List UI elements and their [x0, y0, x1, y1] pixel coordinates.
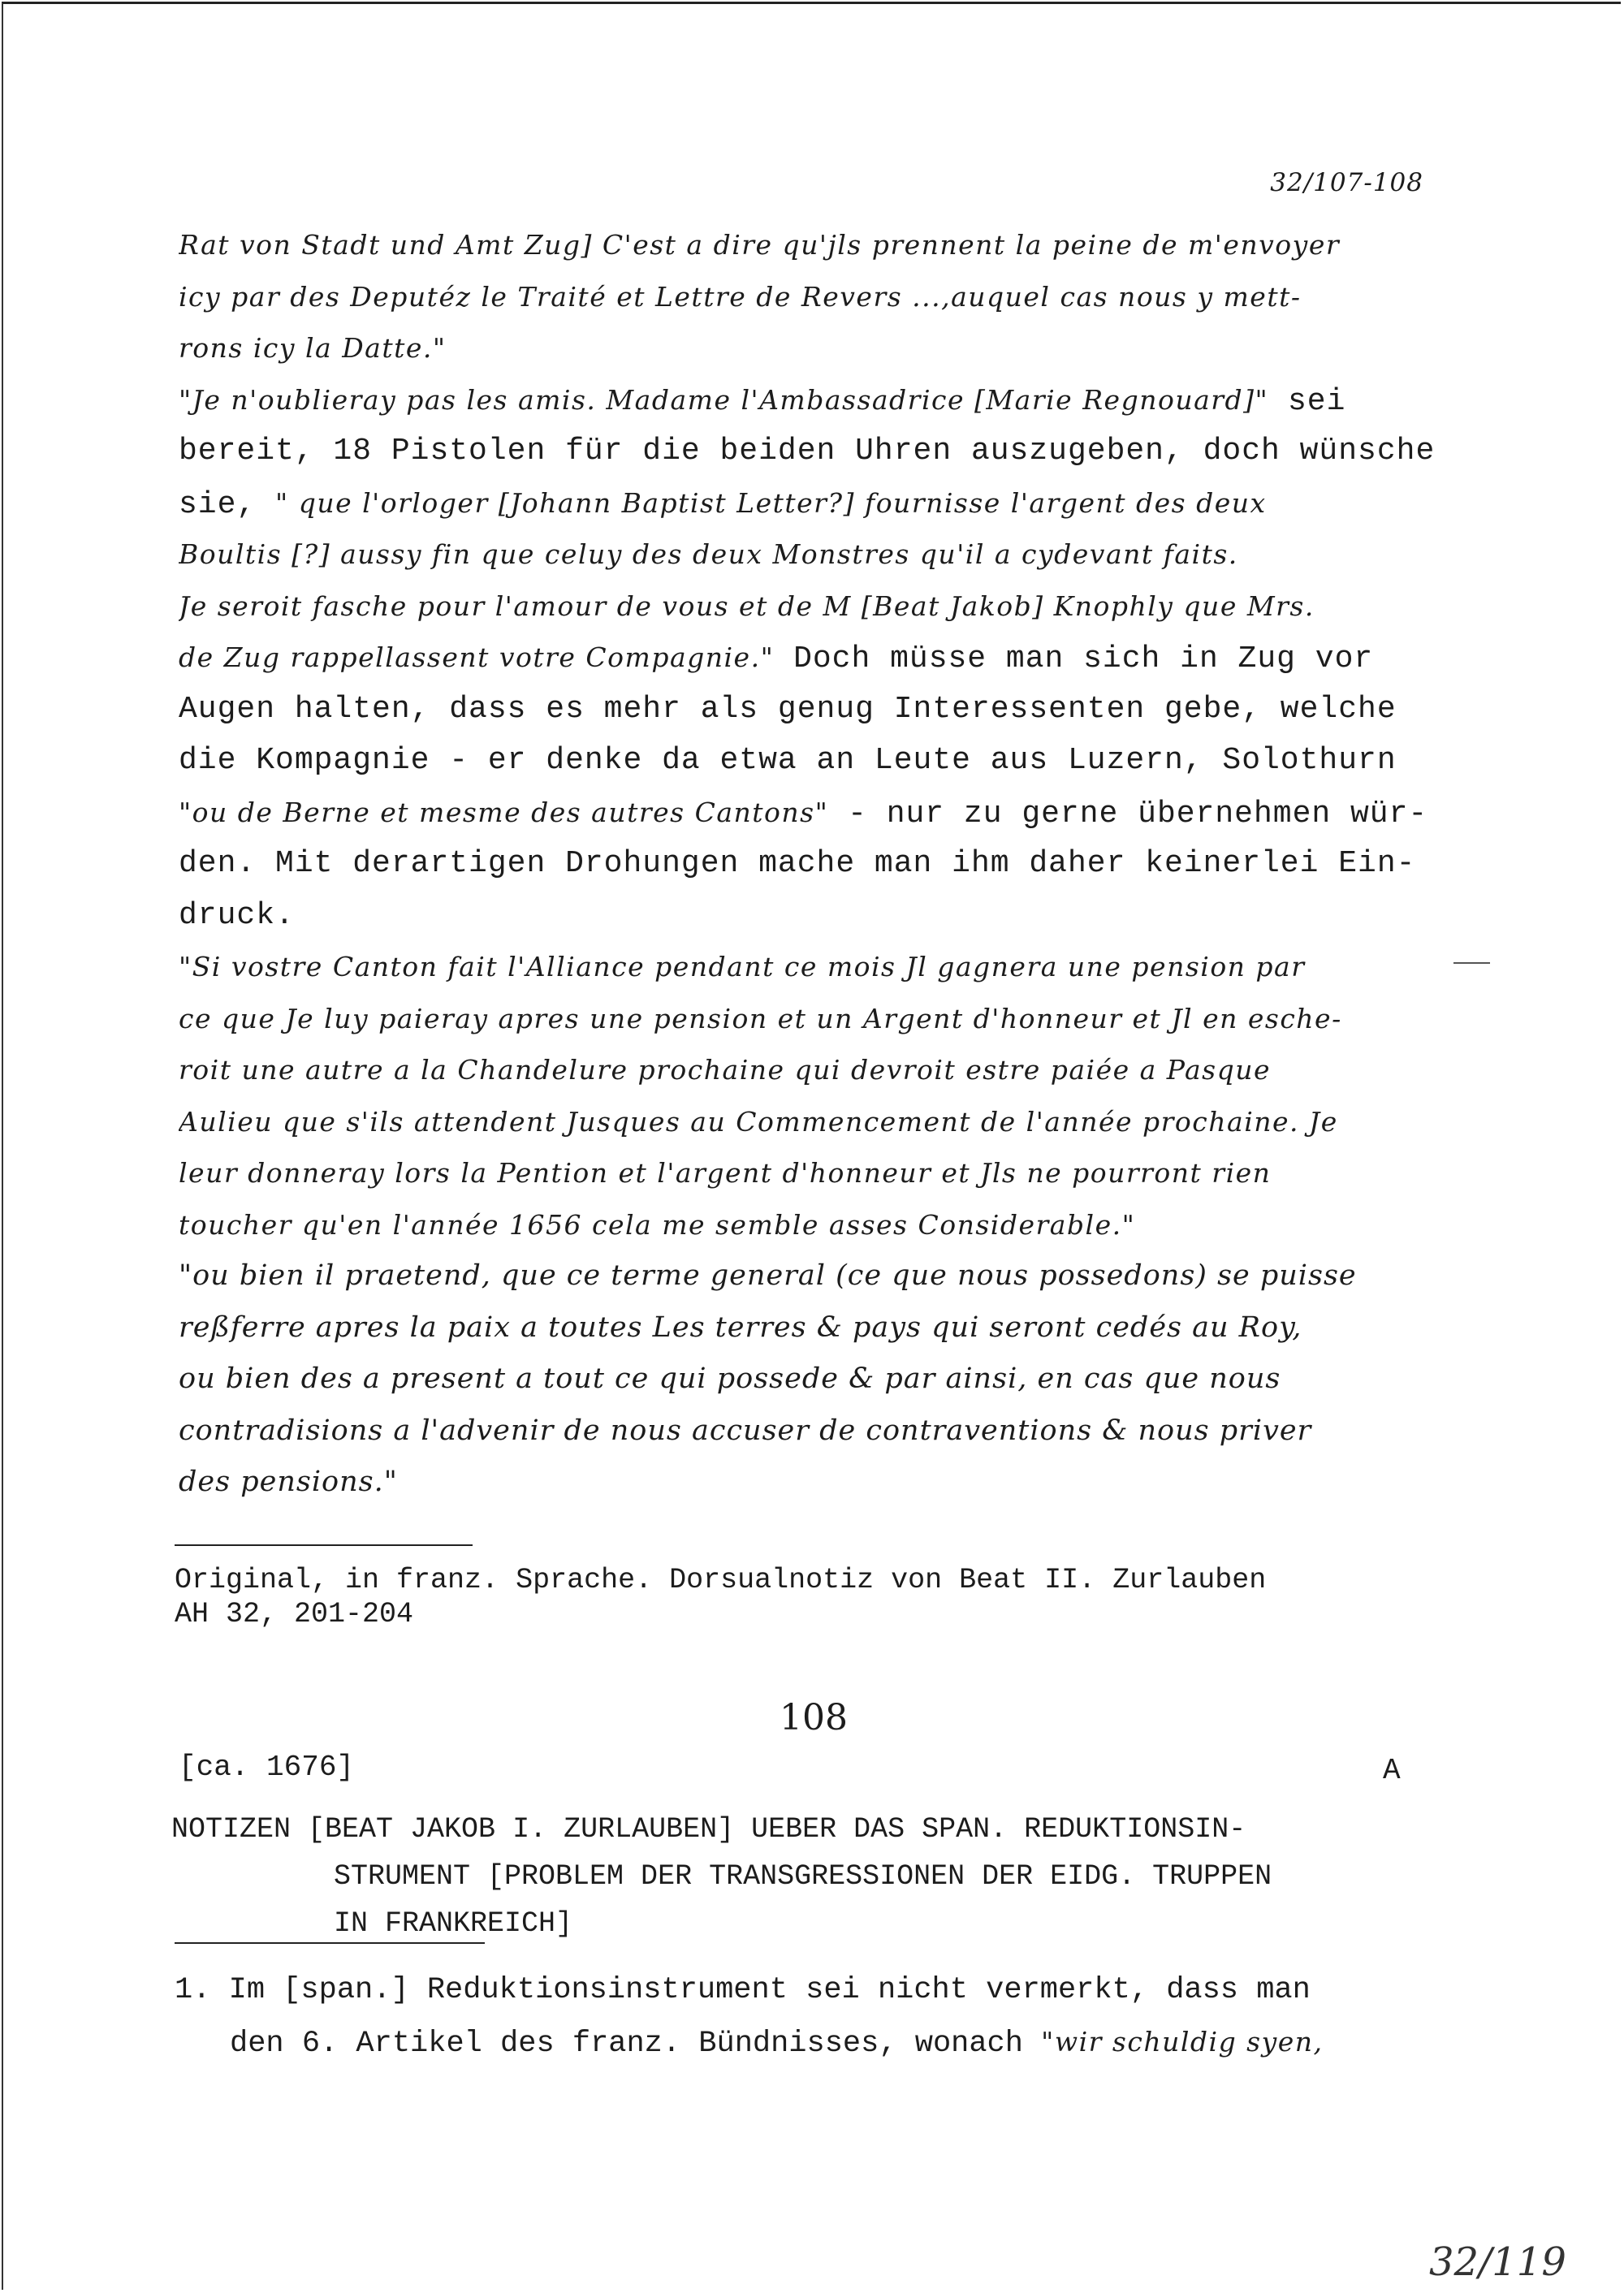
- text-line: [179, 1406, 1455, 1457]
- heading-line-3: IN FRANKREICH]: [334, 1907, 573, 1940]
- separator-rule: [175, 1544, 473, 1546]
- source-note: [175, 1563, 1266, 1631]
- text-line: [179, 632, 1455, 684]
- source-line-1: Original, in franz. Sprache. Dorsualnotiz von Beat II. Zurlauben: [175, 1564, 1267, 1596]
- folio-number: 32/119: [1429, 2239, 1566, 2285]
- heading-line-1: NOTIZEN [BEAT JAKOB I. ZURLAUBEN] UEBER DAS SPAN. REDUKTIONSIN-: [171, 1813, 1246, 1846]
- italic-quote: toucher qu'en l'année 1656 cela me semble asses Considerable.": [179, 1208, 1136, 1241]
- italic-quote: de Zug rappellassent votre Compagnie.": [179, 641, 775, 673]
- script-quote: des pensions.": [179, 1466, 398, 1498]
- script-quote: reßferre apres la paix a toutes Les terres & pays qui seront cedés au Roy,: [179, 1311, 1302, 1344]
- text-line: [179, 1250, 1455, 1302]
- source-line-2: AH 32, 201-204: [175, 1598, 414, 1630]
- text-line: [179, 219, 1455, 271]
- text-line: [179, 271, 1455, 323]
- italic-quote: "Je n'oublieray pas les amis. Madame l'Ambassadrice [Marie Regnouard]": [179, 383, 1269, 416]
- italic-quote: Aulieu que s'ils attendent Jusques au Commencement de l'année prochaine. Je: [179, 1105, 1338, 1138]
- script-quote: "ou bien il praetend, que ce terme general (ce que nous possedons) se puisse: [179, 1259, 1357, 1292]
- roman-text: bereit, 18 Pistolen für die beiden Uhren auszugeben, doch wünsche: [179, 434, 1436, 469]
- text-line: [179, 1457, 1455, 1509]
- italic-quote: rons icy la Datte.": [179, 332, 447, 364]
- roman-text: die Kompagnie - er denke da etwa an Leute aus Luzern, Solothurn: [179, 743, 1397, 778]
- text-line: [179, 529, 1455, 581]
- text-line: [179, 890, 1455, 942]
- item-line-2-roman: den 6. Artikel des franz. Bündnisses, wonach: [230, 2027, 1042, 2061]
- margin-mark: [1453, 962, 1490, 964]
- text-line: [179, 1302, 1455, 1354]
- italic-quote: leur donneray lors la Pention et l'argent d'honneur et Jls ne pourront rien: [179, 1157, 1272, 1189]
- text-line: [179, 735, 1455, 787]
- text-line: [179, 684, 1455, 736]
- roman-text: Doch müsse man sich in Zug vor: [774, 641, 1374, 676]
- text-line: [179, 838, 1455, 890]
- text-line: [179, 1044, 1455, 1096]
- item-line-1: 1. Im [span.] Reduktionsinstrument sei nicht vermerkt, dass man: [175, 1973, 1311, 2007]
- roman-text: Augen halten, dass es mehr als genug Interessenten gebe, welche: [179, 691, 1397, 727]
- document-date: [ca. 1676]: [179, 1751, 355, 1784]
- italic-quote: icy par des Deputéz le Traité et Lettre de Revers ...,auquel cas nous y mett-: [179, 280, 1302, 313]
- body-text: [179, 219, 1455, 1509]
- script-quote: ou bien des a present a tout ce qui possede & par ainsi, en cas que nous: [179, 1362, 1281, 1395]
- italic-quote: roit une autre a la Chandelure prochaine qui devroit estre paiée a Pasque: [179, 1054, 1272, 1086]
- text-line: [179, 581, 1455, 633]
- italic-quote: "ou de Berne et mesme des autres Cantons": [179, 796, 829, 828]
- roman-text: sei: [1268, 383, 1346, 419]
- heading-rule: [175, 1942, 485, 1944]
- italic-quote: Je seroit fasche pour l'amour de vous et de M [Beat Jakob] Knophly que Mrs.: [179, 589, 1315, 622]
- italic-quote: Boultis [?] aussy fin que celuy des deux Monstres qu'il a cydevant faits.: [179, 538, 1238, 570]
- roman-text: den. Mit derartigen Drohungen mache man ihm daher keinerlei Ein-: [179, 846, 1416, 881]
- document-heading: [171, 1806, 1272, 1947]
- item-line-2-quote: "wir schuldig syen,: [1041, 2026, 1324, 2058]
- italic-quote: " que l'orloger [Johann Baptist Letter?] fournisse l'argent des deux: [275, 486, 1267, 519]
- text-line: [179, 993, 1455, 1045]
- text-line: [179, 941, 1455, 993]
- text-line: [179, 322, 1455, 374]
- roman-text: - nur zu gerne übernehmen wür-: [828, 796, 1428, 831]
- text-line: [179, 787, 1455, 839]
- text-line: [179, 1199, 1455, 1251]
- text-line: [179, 1096, 1455, 1148]
- text-line: [179, 425, 1455, 477]
- italic-quote: "Si vostre Canton fait l'Alliance pendant ce mois Jl gagnera une pension par: [179, 951, 1306, 982]
- roman-text: druck.: [179, 897, 295, 933]
- italic-quote: ce que Je luy paieray apres une pension et un Argent d'honneur et Jl en esche-: [179, 1002, 1342, 1034]
- text-line: [179, 1354, 1455, 1406]
- list-item: [175, 1965, 1324, 2070]
- heading-line-2: STRUMENT [PROBLEM DER TRANSGRESSIONEN DER EIDG. TRUPPEN: [334, 1860, 1272, 1893]
- text-line: [179, 477, 1455, 529]
- document-number: 108: [780, 1697, 848, 1738]
- page-reference: 32/107-108: [1270, 168, 1423, 197]
- text-line: [179, 374, 1455, 426]
- roman-text: sie,: [179, 486, 276, 522]
- text-line: [179, 1147, 1455, 1199]
- document-letter: A: [1383, 1754, 1401, 1787]
- script-quote: contradisions a l'advenir de nous accuser de contraventions & nous priver: [179, 1414, 1312, 1447]
- italic-quote: Rat von Stadt und Amt Zug] C'est a dire qu'jls prennent la peine de m'envoyer: [179, 229, 1341, 261]
